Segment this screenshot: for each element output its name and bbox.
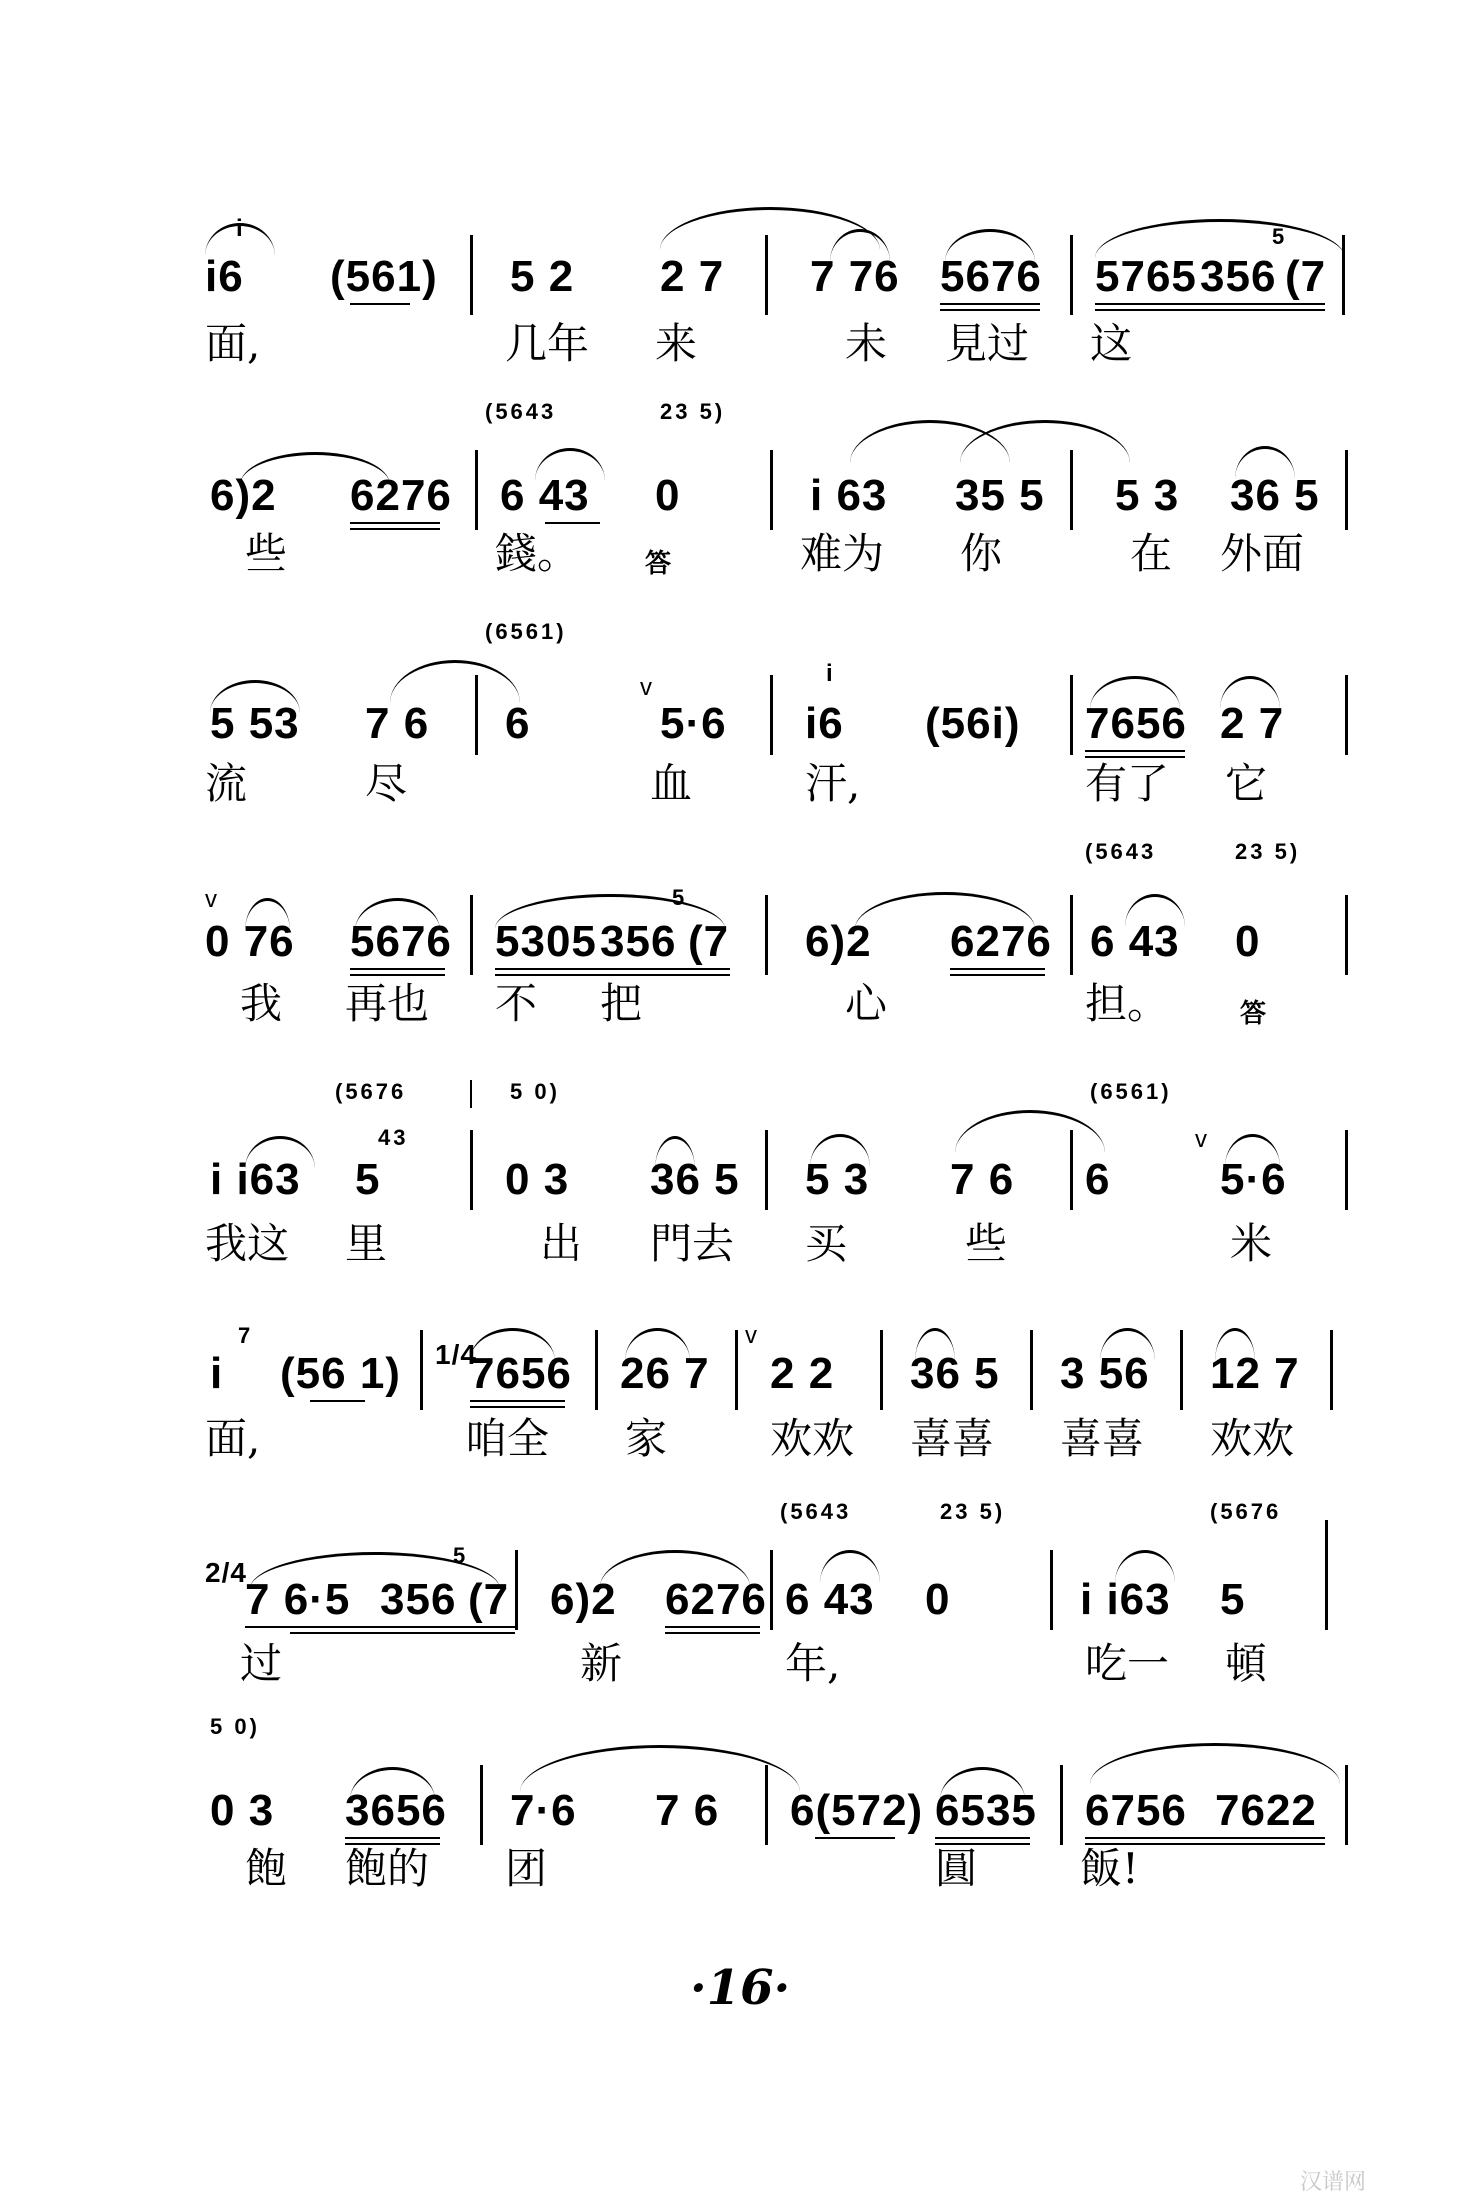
- beam: [665, 1626, 760, 1628]
- lyric: 面,: [205, 1414, 261, 1463]
- barline: [1345, 1130, 1348, 1210]
- lyric: 些: [245, 529, 288, 578]
- note-group: 6)2: [550, 1575, 617, 1624]
- barline: [470, 235, 473, 315]
- lyric: 担。: [1085, 979, 1170, 1028]
- grace-note: 5: [1272, 224, 1288, 249]
- breath-mark: v: [745, 1322, 757, 1349]
- lyric: 喜喜: [1060, 1414, 1145, 1463]
- barline: [1070, 235, 1073, 315]
- lyric: 来: [655, 319, 698, 368]
- note-group: 5676: [940, 252, 1042, 301]
- beam: [1095, 303, 1325, 305]
- barline: [735, 1330, 738, 1410]
- grace-notes: (5643: [1085, 839, 1157, 864]
- grace-notes: 23 5): [940, 1499, 1006, 1524]
- note-group: 5765: [1095, 252, 1197, 301]
- lyric: 吃一: [1085, 1639, 1170, 1688]
- note-group: 7 6: [655, 1786, 720, 1835]
- note-group: 7 6: [365, 699, 430, 748]
- note-group: 6276: [350, 471, 452, 520]
- barline: [1330, 1330, 1333, 1410]
- lyric: 咱全: [465, 1414, 550, 1463]
- lyric: 这: [1090, 319, 1133, 368]
- note-group: 5 3: [1115, 471, 1180, 520]
- lyric: 把: [600, 979, 643, 1028]
- note-group: 7656: [1085, 699, 1187, 748]
- note-group: 36 5: [650, 1155, 740, 1204]
- note-group: 6276: [665, 1575, 767, 1624]
- barline: [1345, 1765, 1348, 1845]
- lyric: 你: [960, 529, 1003, 578]
- grace-notes: (6561): [485, 619, 567, 644]
- beam: [1085, 750, 1185, 752]
- note-group: 2 7: [660, 252, 725, 301]
- barline: [770, 450, 773, 530]
- lyric: 买: [805, 1219, 848, 1268]
- beam: [545, 522, 600, 524]
- note-group: i6: [805, 699, 844, 748]
- barline: [765, 1130, 768, 1210]
- grace-note: i: [236, 215, 246, 242]
- barline: [765, 1765, 768, 1845]
- beam: [935, 1837, 1030, 1839]
- barline: [1070, 450, 1073, 530]
- note-group: 6276: [950, 917, 1052, 966]
- lyric: 欢欢: [770, 1414, 855, 1463]
- grace-notes: 5 0): [210, 1714, 260, 1739]
- note-group: 6535: [935, 1786, 1037, 1835]
- barline: [1060, 1765, 1063, 1845]
- barline: [515, 1550, 518, 1630]
- note-group: 6 43: [1090, 917, 1180, 966]
- lyric: 过: [240, 1639, 283, 1688]
- note-group: 7·6: [510, 1786, 577, 1835]
- lyric: 有了: [1085, 759, 1170, 808]
- barline: [1345, 675, 1348, 755]
- beam: [950, 968, 1045, 970]
- note-group: 5·6: [660, 699, 727, 748]
- note-group: 2 2: [770, 1349, 835, 1398]
- note-group: 2 7: [1220, 699, 1285, 748]
- note-group: i i63: [1080, 1575, 1171, 1624]
- note-group: 0: [655, 471, 681, 520]
- grace-notes: (6561): [1090, 1079, 1172, 1104]
- slur: [1090, 1743, 1340, 1784]
- beam: [940, 309, 1040, 311]
- note-group: 6(572): [790, 1786, 924, 1835]
- lyric: 未: [845, 319, 888, 368]
- note-group: 36 5: [1230, 471, 1320, 520]
- barline: [880, 1330, 883, 1410]
- beam: [815, 1837, 895, 1839]
- time-signature: 1/4: [435, 1339, 477, 1370]
- slur: [390, 660, 520, 703]
- note-group: 6 43: [785, 1575, 875, 1624]
- note-group: 36 5: [910, 1349, 1000, 1398]
- lyric: 我这: [205, 1219, 290, 1268]
- lyric: 心: [845, 979, 888, 1028]
- lyric: 門去: [650, 1219, 735, 1268]
- beam: [350, 974, 445, 976]
- note-group: (56 1): [280, 1349, 401, 1398]
- lyric: 米: [1230, 1219, 1273, 1268]
- barline: [1345, 895, 1348, 975]
- barline: [765, 895, 768, 975]
- lyric: 飯!: [1080, 1844, 1139, 1893]
- note-group: 3 56: [1060, 1349, 1150, 1398]
- beam: [350, 303, 410, 305]
- note-group: (561): [330, 252, 438, 301]
- barline: [475, 675, 478, 755]
- note-group: i6: [205, 252, 244, 301]
- barline: [765, 235, 768, 315]
- breath-mark: v: [205, 886, 217, 913]
- note-group: 5: [355, 1155, 381, 1204]
- note-group: (56i): [925, 699, 1021, 748]
- note-group: i i63: [210, 1155, 301, 1204]
- lyric: 飽的: [345, 1844, 430, 1893]
- grace-note: i: [826, 660, 836, 687]
- barline: [1180, 1330, 1183, 1410]
- note-group: 356: [380, 1575, 457, 1624]
- note-group: 7 6·5: [245, 1575, 351, 1624]
- barline: [1070, 1130, 1073, 1210]
- beam: [310, 1400, 365, 1402]
- beam: [950, 974, 1045, 976]
- time-signature: 2/4: [205, 1557, 247, 1588]
- beam: [350, 522, 440, 524]
- grace-notes: (5643: [780, 1499, 852, 1524]
- note-group: 7622: [1215, 1786, 1317, 1835]
- note-group: 7 6: [950, 1155, 1015, 1204]
- barline: [1050, 1550, 1053, 1630]
- slur: [955, 1110, 1105, 1153]
- lyric: 流: [205, 759, 248, 808]
- lyric: 在: [1130, 529, 1173, 578]
- barline: [770, 1550, 773, 1630]
- lyric: 見过: [945, 319, 1030, 368]
- lyric: 出: [540, 1219, 583, 1268]
- lyric: 喜喜: [910, 1414, 995, 1463]
- page-number: ·16·: [690, 1960, 791, 2016]
- note-group: 6 43: [500, 471, 590, 520]
- beam: [290, 1632, 515, 1634]
- lyric: 家: [625, 1414, 668, 1463]
- note-group: 5305: [495, 917, 597, 966]
- note-group: i: [210, 1349, 224, 1398]
- beam: [350, 968, 445, 970]
- barline: [420, 1330, 423, 1410]
- lyric: 外面: [1220, 529, 1305, 578]
- lyric: 几年: [505, 319, 590, 368]
- note-group: 12 7: [1210, 1349, 1300, 1398]
- lyric: 頓: [1225, 1639, 1268, 1688]
- note-group: 6: [505, 699, 531, 748]
- note-group: 0 76: [205, 917, 295, 966]
- grace-note: 5: [453, 1543, 469, 1568]
- lyric: 欢欢: [1210, 1414, 1295, 1463]
- grace-notes: (5676: [335, 1079, 407, 1104]
- note-group: 356: [1200, 252, 1277, 301]
- barline: [1070, 675, 1073, 755]
- note-group: 6: [1085, 1155, 1111, 1204]
- barline: [1342, 235, 1345, 315]
- lyric: 我: [240, 979, 283, 1028]
- grace-notes: (5643: [485, 399, 557, 424]
- note-group: 0: [925, 1575, 951, 1624]
- note-group: 3656: [345, 1786, 447, 1835]
- lyric: 里: [345, 1219, 388, 1268]
- barline: [470, 1130, 473, 1210]
- watermark: 汉谱网: [1300, 2170, 1367, 2195]
- barline: [1345, 450, 1348, 530]
- note-group: 356: [600, 917, 677, 966]
- lyric: 飽: [245, 1844, 288, 1893]
- grace-note: 5: [672, 885, 688, 910]
- lyric: 圓: [935, 1844, 978, 1893]
- grace-notes: 23 5): [660, 399, 726, 424]
- beam: [470, 1406, 565, 1408]
- lyric: 血: [650, 759, 693, 808]
- note-group: 5 3: [805, 1155, 870, 1204]
- breath-mark: v: [1195, 1126, 1207, 1153]
- barline: [475, 450, 478, 530]
- note-group: 35 5: [955, 471, 1045, 520]
- note-group: 6756: [1085, 1786, 1187, 1835]
- lyric: 不: [495, 979, 538, 1028]
- slur: [960, 420, 1130, 463]
- beam: [470, 1400, 565, 1402]
- note-group: 5 53: [210, 699, 300, 748]
- lyric: 答: [645, 549, 672, 579]
- lyric: 些: [965, 1219, 1008, 1268]
- note-group: 5 2: [510, 252, 575, 301]
- note-group: (7: [1285, 252, 1327, 301]
- beam: [1095, 309, 1325, 311]
- note-group: 0 3: [210, 1786, 275, 1835]
- beam: [345, 1837, 440, 1839]
- beam: [1085, 756, 1185, 758]
- breath-mark: v: [640, 674, 652, 701]
- grace-notes: 5 0): [510, 1079, 560, 1104]
- lyric: 尽: [365, 759, 408, 808]
- lyric: 难为: [800, 529, 885, 578]
- barline: [595, 1330, 598, 1410]
- note-group: 0 3: [505, 1155, 570, 1204]
- note-group: 5676: [350, 917, 452, 966]
- beam: [495, 968, 730, 970]
- beam: [245, 1626, 515, 1628]
- barline: [770, 675, 773, 755]
- lyric: 汗,: [805, 759, 861, 808]
- slur: [520, 1745, 800, 1792]
- lyric: 錢。: [495, 529, 580, 578]
- lyric: 再也: [345, 979, 430, 1028]
- note-group: 0: [1235, 917, 1261, 966]
- beam: [495, 974, 730, 976]
- grace-notes: (5676: [1210, 1499, 1282, 1524]
- grace-note: 43: [378, 1125, 409, 1150]
- grace-notes: 23 5): [1235, 839, 1301, 864]
- lyric: 年,: [785, 1639, 841, 1688]
- lyric: 面,: [205, 319, 261, 368]
- barline: [480, 1765, 483, 1845]
- barline: [1325, 1520, 1328, 1630]
- beam: [665, 1632, 760, 1634]
- lyric: 它: [1225, 759, 1268, 808]
- note-group: 5·6: [1220, 1155, 1287, 1204]
- beam: [350, 528, 440, 530]
- lyric: 答: [1240, 999, 1267, 1029]
- barline: [470, 1080, 472, 1108]
- note-group: 7656: [470, 1349, 572, 1398]
- note-group: 5: [1220, 1575, 1246, 1624]
- barline: [1030, 1330, 1033, 1410]
- note-group: 7 76: [810, 252, 900, 301]
- note-group: (7: [688, 917, 730, 966]
- grace-note: 7: [238, 1323, 254, 1348]
- note-group: i 63: [810, 471, 888, 520]
- beam: [1085, 1837, 1325, 1839]
- barline: [470, 895, 473, 975]
- lyric: 团: [505, 1844, 548, 1893]
- note-group: 26 7: [620, 1349, 710, 1398]
- note-group: 6)2: [805, 917, 872, 966]
- barline: [1070, 895, 1073, 975]
- beam: [940, 303, 1040, 305]
- note-group: (7: [468, 1575, 510, 1624]
- note-group: 6)2: [210, 471, 277, 520]
- lyric: 新: [580, 1639, 623, 1688]
